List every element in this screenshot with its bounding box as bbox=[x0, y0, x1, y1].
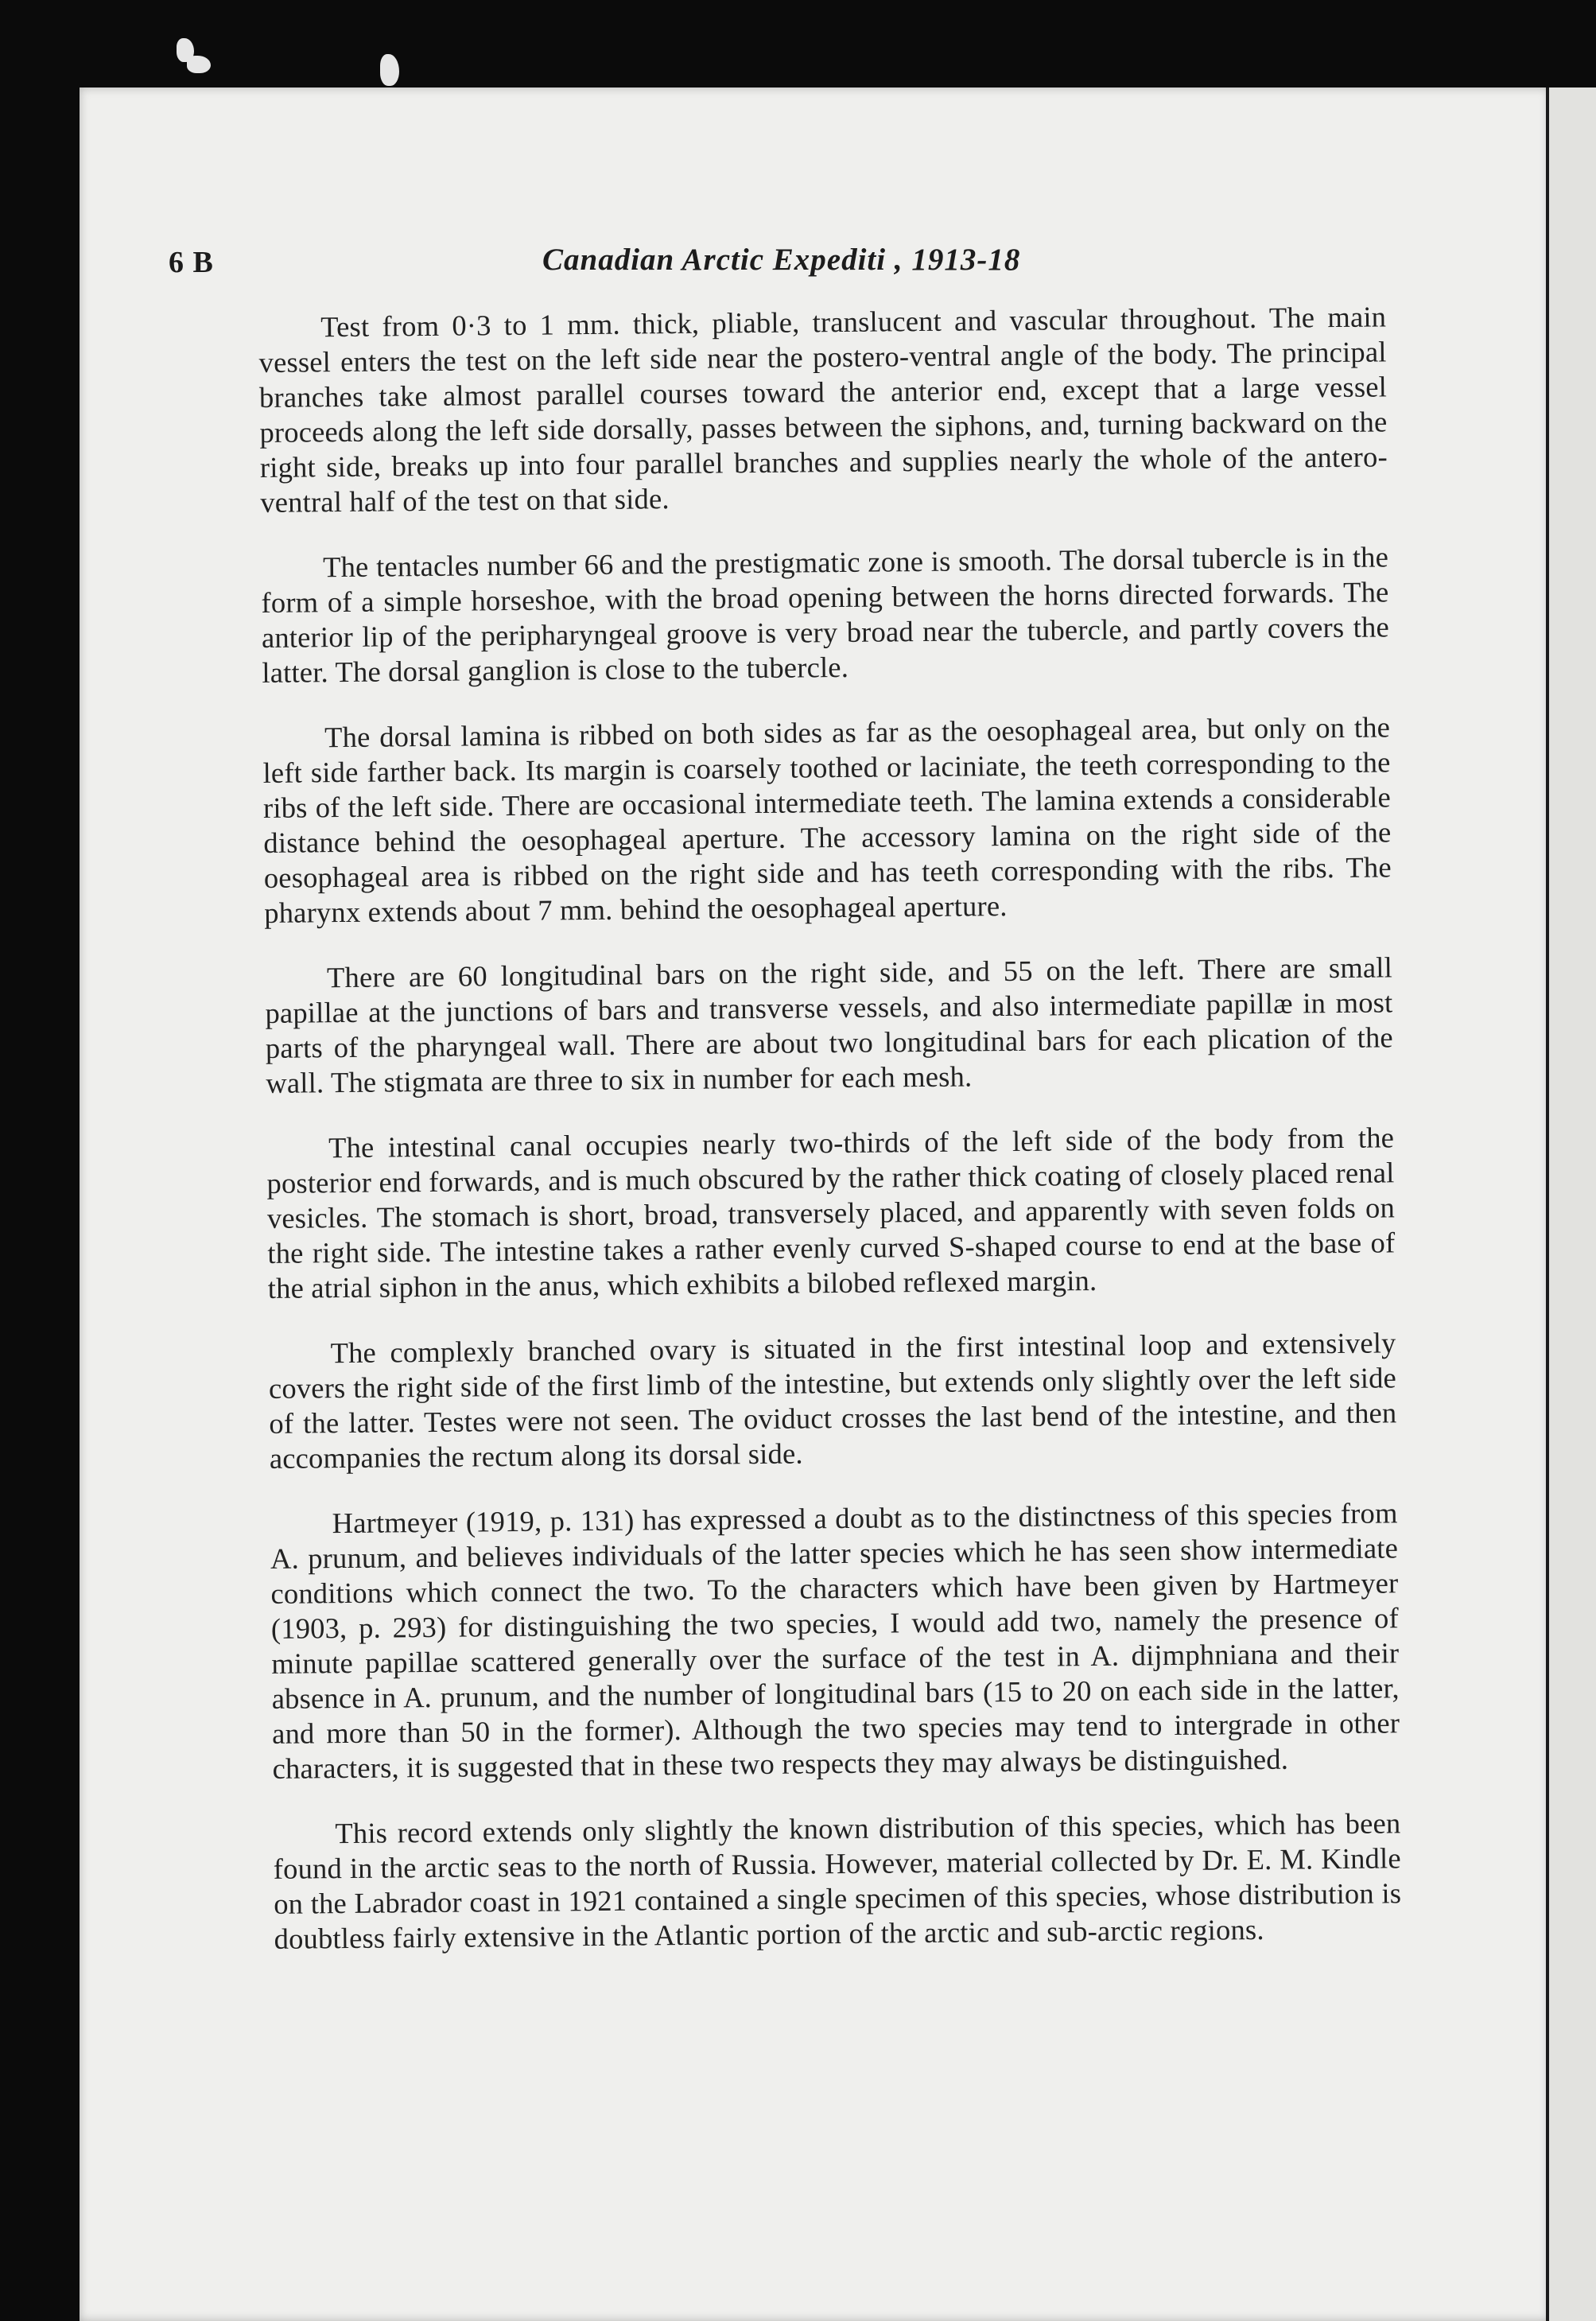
page-number: 6 B bbox=[169, 246, 214, 279]
paragraph-hartmeyer: Hartmeyer (1919, p. 131) has expressed a doubt as to the distinctness of this species from A. prunum, and believes individuals of the latter species which he has seen show intermediate conditions which connect the two. To the characters which have been given by Hartmeyer (1903, p. 293) for distinguishing the two species, I would add two, namely the presence of minute papillae scattered generally over the surface of the test in A. dijmphniana and their absence in A. prunum, and the number of longitudinal bars (15 to 20 on each side in the latter, and more than 50 in the former). Although the two species may tend to intergrade in other characters, it is suggested that in these two respects they may always be distinguished. bbox=[270, 1496, 1400, 1785]
body-text bbox=[258, 299, 1402, 1987]
paragraph-ovary: The complexly branched ovary is situated in the first intestinal loop and extensively covers the right side of the first limb of the intestine, but extends only slightly over the left side of the latter. Testes were not seen. The oviduct crosses the last bend of the intestine, and then accompanies the rectum along its dorsal side. bbox=[268, 1326, 1397, 1475]
page-header bbox=[169, 245, 1401, 285]
paragraph-test: Test from 0·3 to 1 mm. thick, pliable, translucent and vascular throughout. The main vessel enters the test on the left side near the postero-ventral angle of the body. The principal branches take almost parallel courses toward the anterior end, except that a large vessel proceeds along the left side dorsally, passes between the siphons, and, turning backward on the right side, breaks up into four parallel branches and supplies nearly the whole of the antero-ventral half of the test on that side. bbox=[258, 300, 1388, 519]
adjacent-page-edge bbox=[1549, 87, 1596, 2321]
paragraph-distribution: This record extends only slightly the known distribution of this species, which has been found in the arctic seas to the north of Russia. However, material collected by Dr. E. M. Kindle on the Labrador coast in 1921 contained a single specimen of this species, whose distribution is doubtless fairly extensive in the Atlantic portion of the arctic and sub-arctic regions. bbox=[273, 1806, 1402, 1955]
paragraph-longitudinal-bars: There are 60 longitudinal bars on the right side, and 55 on the left. There are small papillae at the junctions of bars and transverse vessels, and also intermediate papillæ in most parts of the pharyngeal wall. There are about two longitudinal bars for each plication of the wall. The stigmata are three to six in number for each mesh. bbox=[265, 951, 1394, 1099]
paragraph-tentacles: The tentacles number 66 and the prestigmatic zone is smooth. The dorsal tubercle is in the form of a simple horseshoe, with the broad opening between the horns directed forwards. The anterior lip of the peripharyngeal groove is very broad near the tubercle, and partly covers the latter. The dorsal ganglion is close to the tubercle. bbox=[261, 540, 1390, 689]
running-title: Canadian Arctic Expediti , 1913-18 bbox=[542, 243, 1021, 277]
scan-artifact bbox=[187, 56, 211, 73]
paragraph-intestinal-canal: The intestinal canal occupies nearly two-thirds of the left side of the body from the posterior end forwards, and is much obscured by the rather thick coating of closely placed renal vesicles. The stomach is short, broad, transversely placed, and apparently with seven folds on the right side. The intestine takes a rather evenly curved S-shaped course to end at the base of the atrial siphon in the anus, which exhibits a bilobed reflexed margin. bbox=[266, 1121, 1396, 1304]
paragraph-dorsal-lamina: The dorsal lamina is ribbed on both sides as far as the oesophageal area, but only on the left side farther back. Its margin is coarsely toothed or laciniate, the teeth corresponding to the ribs of the left side. There are occasional intermediate teeth. The lamina extends a considerable distance behind the oesophageal aperture. The accessory lamina on the right side of the oesophageal area is ribbed on the right side and has teeth corresponding with the ribs. The pharynx extends about 7 mm. behind the oesophageal aperture. bbox=[262, 710, 1392, 929]
scan-artifact bbox=[380, 54, 399, 86]
